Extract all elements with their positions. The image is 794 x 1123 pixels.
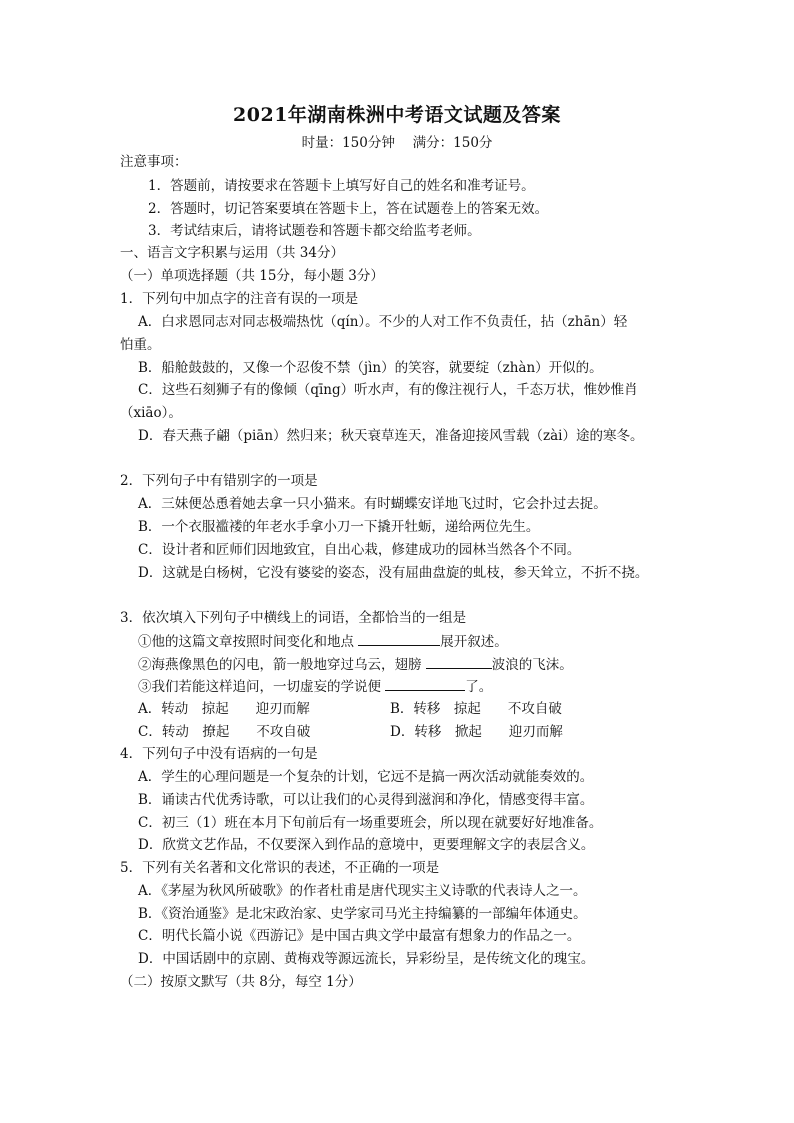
q2-option-a: A．三妹便怂恿着她去拿一只小猫来。有时蝴蝶安详地飞过时，它会扑过去捉。 xyxy=(138,496,607,512)
note-item-2: 2．答题时，切记答案要填在答题卡上，答在试题卷上的答案无效。 xyxy=(148,201,549,217)
part2-heading: （二）按原文默写（共 8分，每空 1分） xyxy=(120,974,362,990)
q2-option-d: D．这就是白杨树，它没有婆娑的姿态，没有屈曲盘旋的虬枝，参天耸立，不折不挠。 xyxy=(138,565,649,581)
part1-heading: （一）单项选择题（共 15分，每小题 3分） xyxy=(120,268,384,284)
q3-sentence-3-before: ③我们若能这样追问，一切虚妄的学说便 xyxy=(138,679,386,695)
q1-option-a: A．白求恩同志对同志极端热忱（qín）。不少的人对工作不负责任，拈（zhān）轻 xyxy=(138,314,628,330)
q4-option-c: C．初三（1）班在本月下旬前后有一场重要班会，所以现在就要好好地准备。 xyxy=(138,815,603,831)
q1-option-c-cont: （xiāo）。 xyxy=(120,405,182,421)
note-item-1: 1．答题前，请按要求在答题卡上填写好自己的姓名和准考证号。 xyxy=(148,178,535,194)
q5-option-a: A．《茅屋为秋风所破歌》的作者杜甫是唐代现实主义诗歌的代表诗人之一。 xyxy=(138,883,587,899)
page-title: 2021年湖南株洲中考语文试题及答案 xyxy=(233,104,561,126)
q2-option-b: B．一个衣服褴褛的年老水手拿小刀一下撬开牡蛎，递给两位先生。 xyxy=(138,519,540,535)
q3-sentence-2-before: ②海燕像黑色的闪电，箭一般地穿过乌云，翅膀 xyxy=(138,657,426,673)
fill-blank xyxy=(358,631,440,646)
q3-sentence-1-after: 展开叙述。 xyxy=(440,634,508,650)
question-5-stem: 5．下列有关名著和文化常识的表述，不正确的一项是 xyxy=(120,860,440,876)
q3-sentence-1 xyxy=(138,631,508,651)
fill-blank xyxy=(385,676,465,691)
q4-option-b: B．诵读古代优秀诗歌，可以让我们的心灵得到滋润和净化，情感变得丰富。 xyxy=(138,792,594,808)
question-1-stem: 1．下列句中加点字的注音有误的一项是 xyxy=(120,291,359,307)
note-item-3: 3．考试结束后，请将试题卷和答题卡都交给监考老师。 xyxy=(148,223,481,239)
time-score-info: 时量：150分钟 满分：150分 xyxy=(301,135,493,151)
q4-option-d: D．欣赏文艺作品，不仅要深入到作品的意境中，更要理解文字的表层含义。 xyxy=(138,837,595,853)
q3-option-d: D．转移 掀起 迎刃而解 xyxy=(390,724,563,740)
q5-option-b: B．《资治通鉴》是北宋政治家、史学家司马光主持编纂的一部编年体通史。 xyxy=(138,906,587,922)
q1-option-d: D．春天燕子翩（piān）然归来；秋天衰草连天，准备迎接风雪载（zài）途的寒冬。 xyxy=(138,428,644,444)
q3-sentence-1-before: ①他的这篇文章按照时间变化和地点 xyxy=(138,634,359,650)
question-3-stem: 3．依次填入下列句子中横线上的词语，全都恰当的一组是 xyxy=(120,610,467,626)
q3-option-c: C．转动 撩起 不攻自破 xyxy=(138,724,311,740)
q3-sentence-3 xyxy=(138,676,492,696)
q3-sentence-3-after: 了。 xyxy=(465,679,493,695)
q1-option-c: C．这些石刻狮子有的像倾（qīng）听水声，有的像注视行人，千态万状，惟妙惟肖 xyxy=(138,382,638,398)
q5-option-d: D．中国话剧中的京剧、黄梅戏等源远流长，异彩纷呈，是传统文化的瑰宝。 xyxy=(138,951,595,967)
notes-heading: 注意事项： xyxy=(120,154,188,170)
q3-sentence-2 xyxy=(138,654,573,674)
q1-option-b: B．船舱鼓鼓的，又像一个忍俊不禁（jìn）的笑容，就要绽（zhàn）开似的。 xyxy=(138,360,603,376)
q2-option-c: C．设计者和匠师们因地致宜，自出心栽，修建成功的园林当然各个不同。 xyxy=(138,542,581,558)
question-2-stem: 2．下列句子中有错别字的一项是 xyxy=(120,473,318,489)
q3-option-b: B．转移 掠起 不攻自破 xyxy=(390,701,562,717)
question-4-stem: 4．下列句子中没有语病的一句是 xyxy=(120,746,318,762)
fill-blank xyxy=(426,654,492,669)
q1-option-a-cont: 怕重。 xyxy=(120,337,161,353)
section-heading: 一、语言文字积累与运用（共 34分） xyxy=(120,245,344,261)
q3-option-a: A．转动 掠起 迎刃而解 xyxy=(138,701,310,717)
q3-sentence-2-after: 波浪的飞沫。 xyxy=(491,657,573,673)
q4-option-a: A．学生的心理问题是一个复杂的计划，它远不是搞一两次活动就能奏效的。 xyxy=(138,769,594,785)
q5-option-c: C．明代长篇小说《西游记》是中国古典文学中最富有想象力的作品之一。 xyxy=(138,928,581,944)
